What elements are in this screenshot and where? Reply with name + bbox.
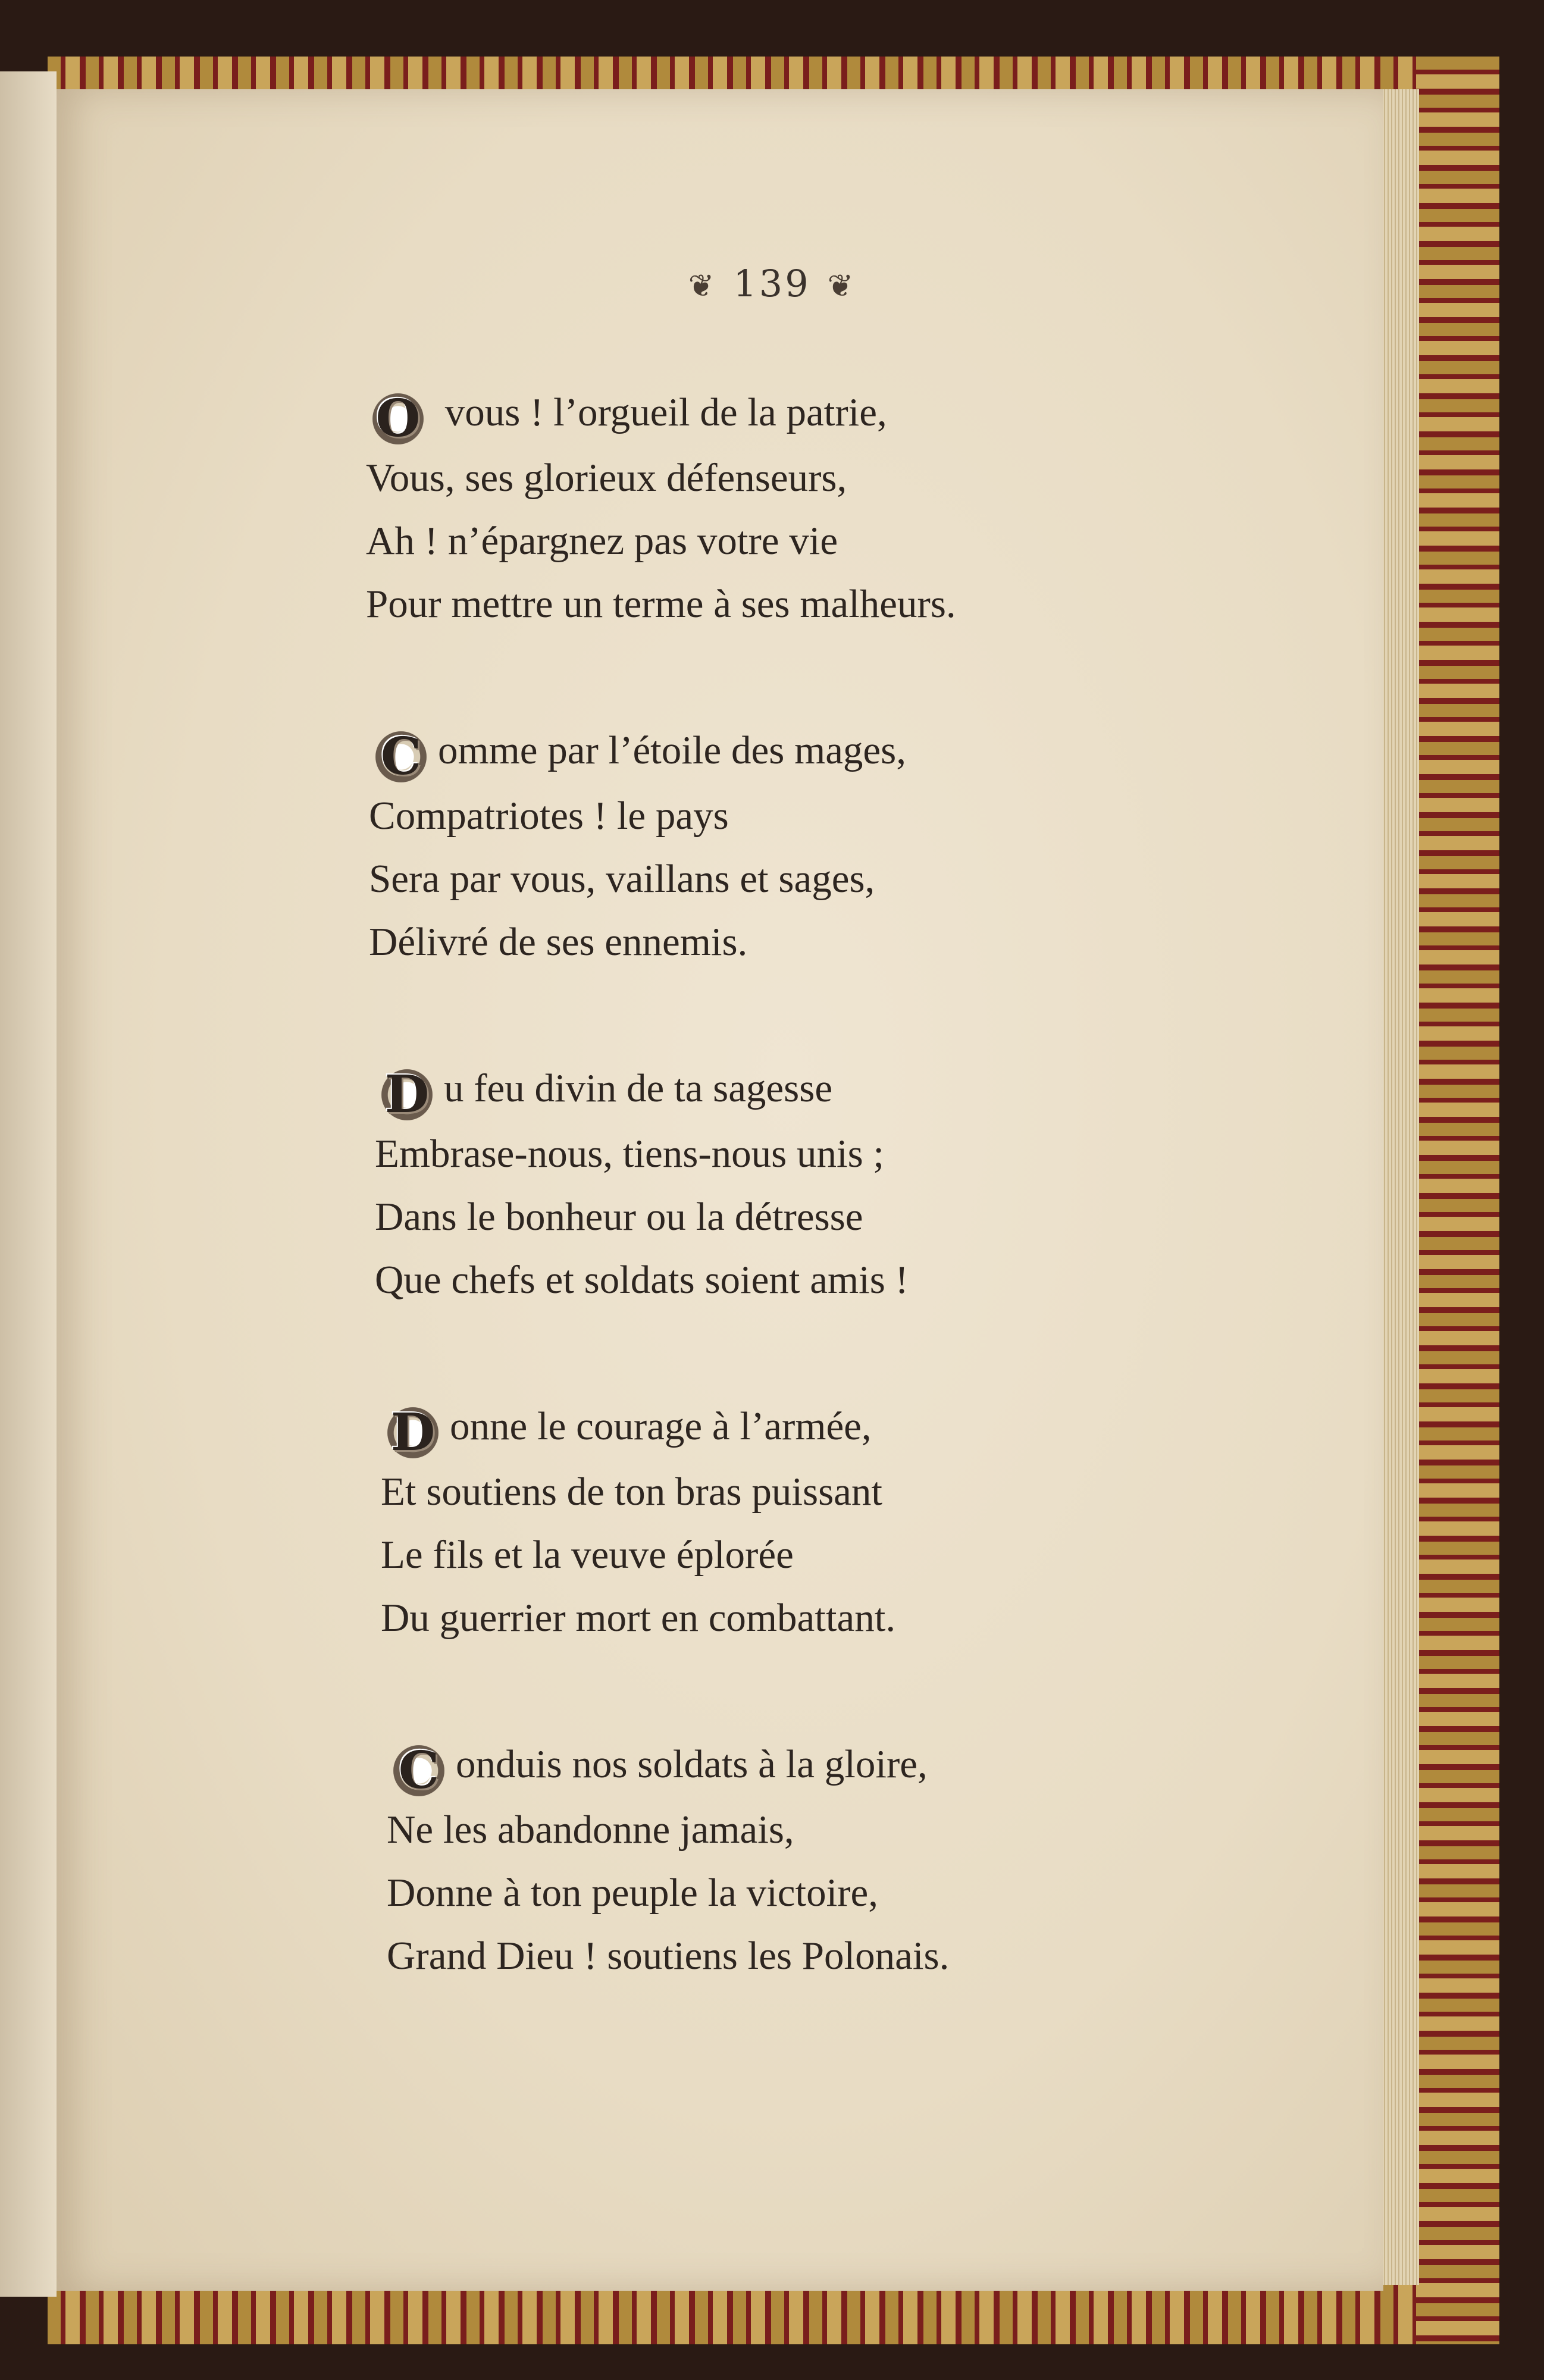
stanza — [381, 1395, 1377, 1649]
poem-line: Vous, ses glorieux défenseurs, — [366, 456, 847, 500]
poem-line: Sera par vous, vaillans et sages, — [369, 857, 875, 901]
stanza — [375, 1057, 1377, 1311]
poem — [366, 381, 1377, 2071]
drop-cap: C — [369, 729, 433, 784]
poem-line: Que chefs et soldats soient amis ! — [375, 1258, 909, 1302]
stanza — [366, 381, 1377, 635]
ornament-left-icon: ❦ — [688, 268, 717, 304]
drop-cap: C — [387, 1743, 451, 1798]
page-number — [0, 262, 1544, 305]
line-text: omme par l’étoile des mages, — [438, 728, 906, 772]
page-number-text: 139 — [733, 262, 811, 305]
poem-line: Compatriotes ! le pays — [369, 794, 729, 838]
poem-line: Le fils et la veuve éplorée — [381, 1533, 794, 1577]
ornament-right-icon: ❦ — [827, 268, 856, 304]
poem-line — [375, 1057, 1377, 1125]
line-text: onne le courage à l’armée, — [450, 1404, 872, 1448]
drop-cap: D — [381, 1405, 445, 1460]
facing-page-edge — [0, 71, 57, 2297]
line-text: onduis nos soldats à la gloire, — [456, 1742, 928, 1786]
poem-line — [381, 1395, 1377, 1463]
poem-line: Du guerrier mort en combattant. — [381, 1596, 896, 1640]
poem-line: Ne les abandonne jamais, — [387, 1808, 794, 1852]
poem-line: Dans le bonheur ou la détresse — [375, 1195, 863, 1239]
drop-cap: O — [366, 392, 430, 446]
stanza — [387, 1733, 1377, 1987]
poem-line: Et soutiens de ton bras puissant — [381, 1470, 882, 1514]
poem-line: Grand Dieu ! soutiens les Polonais. — [387, 1934, 950, 1978]
decorative-border-right — [1416, 57, 1499, 2344]
poem-line: Embrase-nous, tiens-nous unis ; — [375, 1132, 885, 1176]
poem-line: Délivré de ses ennemis. — [369, 920, 748, 964]
poem-line — [366, 381, 1377, 449]
drop-cap: D — [375, 1067, 439, 1122]
poem-line — [369, 719, 1377, 787]
line-text: vous ! l’orgueil de la patrie, — [435, 390, 887, 434]
poem-line: Pour mettre un terme à ses malheurs. — [366, 582, 956, 626]
poem-line: Donne à ton peuple la victoire, — [387, 1871, 879, 1915]
poem-line: Ah ! n’épargnez pas votre vie — [366, 519, 838, 563]
poem-line — [387, 1733, 1377, 1798]
stanza — [369, 719, 1377, 973]
line-text: u feu divin de ta sagesse — [444, 1066, 833, 1110]
